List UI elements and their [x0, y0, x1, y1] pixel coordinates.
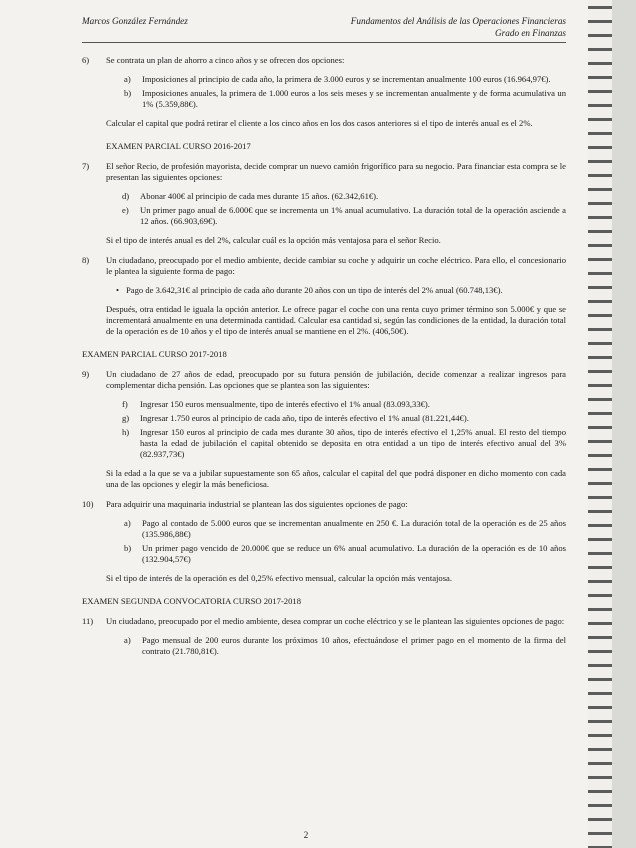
section-heading: EXAMEN PARCIAL CURSO 2017-2018: [82, 348, 227, 359]
question-closing: Calcular el capital que podrá retirar el cliente a los cinco años en los dos casos anteriores si el tipo de interés anual es el 2%.: [106, 117, 533, 128]
question-closing: Si el tipo de interés anual es del 2%, calcular cuál es la opción más ventajosa para el señor Recio.: [106, 234, 441, 245]
question-11: [82, 616, 566, 665]
question-intro: Se contrata un plan de ahorro a cinco años y se ofrecen dos opciones:: [106, 54, 345, 65]
option-item: d) Abonar 400€ al principio de cada mes durante 15 años. (62.342,61€).: [122, 190, 379, 201]
option-item: a) Pago mensual de 200 euros durante los próximos 10 años, efectuándose el primer pago en el momento de la firma del contrato (21.780,81€).: [124, 634, 566, 656]
header-title-line1: Fundamentos del Análisis de las Operaciones Financieras: [350, 16, 566, 26]
question-intro: Para adquirir una maquinaria industrial se plantean las dos siguientes opciones de pago:: [106, 498, 408, 509]
option-item: f) Ingresar 150 euros mensualmente, tipo de interés efectivo el 1% anual (83.093,33€).: [122, 398, 430, 409]
section-heading: EXAMEN PARCIAL CURSO 2016-2017: [106, 140, 251, 151]
question-number: 8): [82, 254, 90, 265]
question-10: [82, 499, 566, 584]
question-6: [82, 55, 566, 129]
bullet-icon: •: [116, 284, 120, 295]
question-number: 6): [82, 54, 90, 65]
option-list: [122, 191, 566, 227]
option-item: g) Ingresar 1.750 euros al principio de cada año, tipo de interés efectivo el 1% anual (81.221,44€).: [122, 412, 469, 423]
header-author: Marcos González Fernández: [82, 16, 188, 26]
question-8: [82, 255, 566, 337]
option-list: [124, 635, 566, 657]
option-item: a) Pago al contado de 5.000 euros que se incrementan anualmente en 250 €. La duración total de la operación es de 25 años (135.986,88€): [124, 517, 566, 539]
option-item: b) Imposiciones anuales, la primera de 1.000 euros a los seis meses y se incrementan anualmente y de forma acumulativa un 1% (5.359,88€).: [124, 87, 566, 109]
question-number: 11): [82, 615, 94, 626]
question-intro: Un ciudadano, preocupado por el medio ambiente, decide cambiar su coche y adquirir un coche eléctrico. Para ello, el concesionario le plantea la siguiente forma de pago:: [106, 254, 566, 276]
page-number: 2: [303, 830, 309, 841]
question-closing: Después, otra entidad le iguala la opción anterior. Le ofrece pagar el coche con una renta cuyo primer término son 5.000€ y que se incrementará anualmente en una determinada cantidad. Calcular esa cantidad si, según las condiciones de la entidad, la duración total de la operación es de 10 años y el tipo de interés anual se mantiene en el 2%. (406,50€).: [106, 303, 566, 336]
question-7: [82, 161, 566, 246]
question-intro: Un ciudadano de 27 años de edad, preocupado por su futura pensión de jubilación, decide comenzar a realizar ingresos para complementar dicha pensión. Las opciones que se plantea son las siguientes:: [106, 368, 566, 390]
option-item: a) Imposiciones al principio de cada año, la primera de 3.000 euros y se incrementan anualmente 100 euros (16.964,97€).: [124, 73, 551, 84]
option-list: [124, 74, 566, 110]
question-intro: El señor Recio, de profesión mayorista, decide comprar un nuevo camión frigorífico para su negocio. Para financiar esta compra se le presentan las siguientes opciones:: [106, 160, 566, 182]
section-heading: EXAMEN SEGUNDA CONVOCATORIA CURSO 2017-2018: [82, 595, 301, 606]
header-title-line2: Grado en Finanzas: [495, 27, 566, 38]
question-intro: Un ciudadano, preocupado por el medio ambiente, desea comprar un coche eléctrico y se le plantean las siguientes opciones de pago:: [106, 615, 565, 626]
page-header: [82, 16, 566, 43]
header-title: [351, 16, 566, 40]
option-item: b) Un primer pago vencido de 20.000€ que se reduce un 6% anual acumulativo. La duración de la operación es de 10 años (132.904,57€): [124, 542, 566, 564]
question-closing: Si la edad a la que se va a jubilar supuestamente son 65 años, calcular el capital del que podrá disponer en dicho momento con cada una de las opciones y elegir la más beneficiosa.: [106, 467, 566, 489]
spiral-binding: [588, 0, 612, 848]
question-number: 7): [82, 160, 90, 171]
question-number: 9): [82, 368, 90, 379]
option-list: [122, 399, 566, 460]
question-closing: Si el tipo de interés de la operación es del 0,25% efectivo mensual, calcular la opción más ventajosa.: [106, 572, 453, 583]
question-9: [82, 369, 566, 490]
bullet-item: • Pago de 3.642,31€ al principio de cada año durante 20 años con un tipo de interés del 2% anual (60.748,13€).: [116, 284, 503, 295]
option-list: [124, 518, 566, 565]
option-item: e) Un primer pago anual de 6.000€ que se incrementa un 1% anual acumulativo. La duración total de la operación asciende a 12 años. (66.903,69€).: [122, 204, 566, 226]
option-item: h) Ingresar 150 euros al principio de cada mes durante 30 años, tipo de interés efectivo el 1,25% anual. El resto del tiempo hasta la edad de jubilación el capital obtenido se deposita en otra entidad a un tipo de interés efectivo anual del 3% (82.937,73€): [122, 426, 566, 459]
question-number: 10): [82, 498, 94, 509]
